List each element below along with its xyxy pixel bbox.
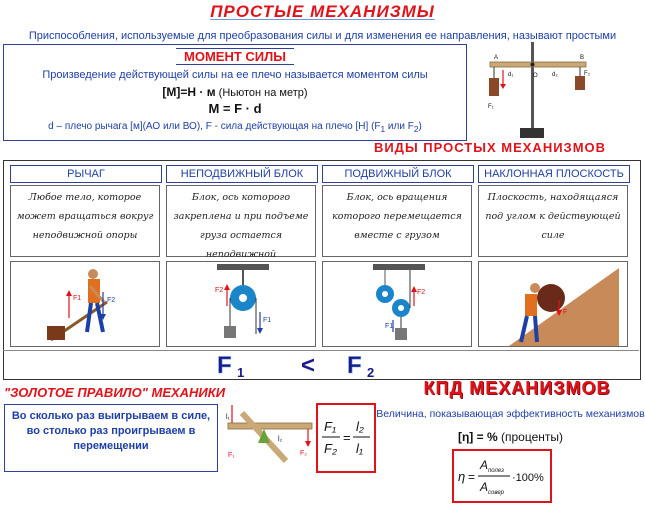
column-heading: РЫЧАГ (10, 165, 162, 183)
inequality-left: F (217, 352, 233, 378)
golden-rule-text: Во сколько раз выигрываем в силе, во столько раз проигрываем в перемещении (4, 404, 218, 472)
label-f1: F1 (263, 317, 272, 324)
column-description: Плоскость, находящаяся под углом к действующей силе (478, 185, 628, 257)
kpd-formula (452, 449, 552, 503)
label-a: A (494, 55, 499, 61)
label-l1: l₁ (226, 414, 230, 421)
page-subtitle: Приспособления, используемые для преобразования силы и для изменения ее направления, называют простыми (28, 30, 617, 42)
ratio-den-right: l₁ (356, 441, 363, 456)
kpd-den-sub: совер (488, 490, 505, 496)
label-o: O (533, 73, 538, 79)
types-grid (3, 160, 641, 380)
golden-rule-formula (316, 403, 376, 473)
kpd-equals: = (468, 470, 476, 484)
kpd-den: A (480, 480, 489, 494)
ratio-equals: = (343, 430, 351, 445)
label-f1: F1 (385, 323, 394, 330)
kpd-unit: [η] = % (проценты) (457, 430, 563, 444)
label-f1: F1 (73, 295, 82, 302)
moment-note: d – плечо рычага [м](АО или ВО), F - сила действующая на плечо [Н] ($F_1$ или $F_2$) (48, 121, 422, 134)
label-f2: F₂ (300, 450, 307, 457)
lever-illustration (10, 261, 160, 347)
force-inequality-bar (3, 350, 639, 378)
ratio-num-right: l₂ (356, 419, 364, 434)
kpd-title: КПД МЕХАНИЗМОВ (423, 378, 611, 398)
ratio-num-left: F₁ (324, 419, 337, 434)
inequality-left-sub: 1 (237, 365, 245, 378)
label-f: F (563, 309, 568, 316)
kpd-eta: η (458, 469, 466, 484)
moment-title: МОМЕНТ СИЛЫ (4, 48, 466, 65)
label-d2: d₂ (552, 72, 558, 78)
column-heading: ПОДВИЖНЫЙ БЛОК (322, 165, 474, 183)
column-heading: НАКЛОННАЯ ПЛОСКОСТЬ (478, 165, 630, 183)
types-title: ВИДЫ ПРОСТЫХ МЕХАНИЗМОВ (373, 140, 607, 155)
inequality-right: F (347, 352, 362, 378)
label-f2: F2 (215, 287, 224, 294)
moment-formula: M = F · d (208, 101, 262, 116)
lever-balance-diagram (476, 42, 596, 142)
label-b: B (580, 55, 585, 61)
label-f2: F2 (417, 289, 426, 296)
golden-rule-diagram (222, 395, 317, 470)
kpd-num: A (480, 458, 489, 472)
label-f2: F₂ (584, 71, 590, 77)
inequality-sign: < (301, 352, 316, 378)
moment-panel (3, 44, 467, 141)
kpd-num-sub: полез (488, 468, 504, 474)
ratio-den-left: F₂ (324, 441, 337, 456)
label-f1: F₁ (488, 104, 494, 110)
label-d1: d₁ (508, 72, 514, 78)
moment-definition: Произведение действующей силы на ее плечо называется моментом силы (42, 69, 428, 81)
fixed-pulley-illustration (166, 261, 316, 347)
inequality-right-sub: 2 (367, 365, 375, 378)
column-description: Любое тело, которое может вращаться вокруг неподвижной опоры (10, 185, 160, 257)
page-title: ПРОСТЫЕ МЕХАНИЗМЫ (210, 2, 435, 21)
column-description: Блок, ось вращения которого перемещается вместе с грузом (322, 185, 472, 257)
movable-pulley-illustration (322, 261, 472, 347)
column-description: Блок, ось которого закреплена и при подъеме груза остается неподвижной (166, 185, 316, 257)
moment-unit: [M]=Н · м (Ньютон на метр) (162, 85, 308, 99)
label-f2: F2 (107, 297, 116, 304)
column-heading: НЕПОДВИЖНЫЙ БЛОК (166, 165, 318, 183)
label-f1: F₁ (228, 452, 235, 459)
inclined-plane-illustration (478, 261, 628, 347)
kpd-subtitle: Величина, показывающая эффективность механизмов (376, 408, 645, 420)
kpd-times: ·100% (512, 472, 544, 484)
golden-rule-title: "ЗОЛОТОЕ ПРАВИЛО" МЕХАНИКИ (4, 385, 226, 400)
label-l2: l₂ (278, 436, 283, 443)
